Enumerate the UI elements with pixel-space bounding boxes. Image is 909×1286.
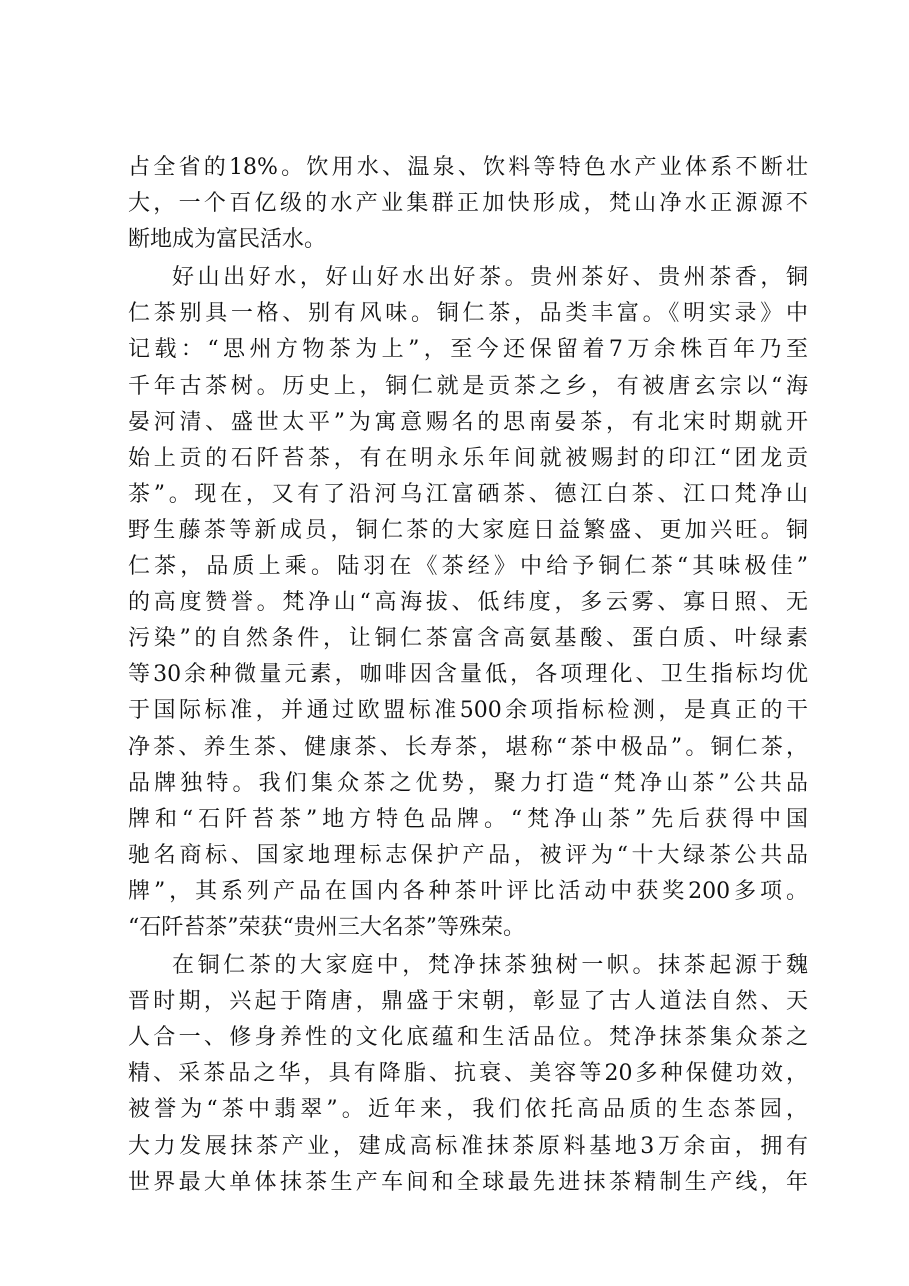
text-line: 被誉为“茶中翡翠”。近年来，我们依托高品质的生态茶园，: [128, 1097, 808, 1123]
text-line: 污染”的自然条件，让铜仁茶富含高氨基酸、蛋白质、叶绿素: [128, 626, 808, 652]
text-line: 于国际标准，并通过欧盟标准500余项指标检测，是真正的干: [128, 698, 808, 724]
text-line: 世界最大单体抹茶生产车间和全球最先进抹茶精制生产线，年: [128, 1169, 808, 1195]
text-line: 驰名商标、国家地理标志保护产品，被评为“十大绿茶公共品: [128, 842, 808, 868]
text-line: 牌”，其系列产品在国内各种茶叶评比活动中获奖200多项。: [128, 878, 808, 904]
text-line: 人合一、修身养性的文化底蕴和生活品位。梵净抹茶集众茶之: [128, 1025, 808, 1051]
text-line: 始上贡的石阡苔茶，有在明永乐年间就被赐封的印江“团龙贡: [128, 445, 808, 471]
text-line: 大力发展抹茶产业，建成高标准抹茶原料基地3万余亩，拥有: [128, 1133, 808, 1159]
text-line: 野生藤茶等新成员，铜仁茶的大家庭日益繁盛、更加兴旺。铜: [128, 517, 808, 543]
text-line: 的高度赞誉。梵净山“高海拔、低纬度，多云雾、寡日照、无: [128, 590, 808, 616]
text-line: 千年古茶树。历史上，铜仁就是贡茶之乡，有被唐玄宗以“海: [128, 373, 808, 399]
text-line: 品牌独特。我们集众茶之优势，聚力打造“梵净山茶”公共品: [128, 770, 808, 796]
text-line: 等30余种微量元素，咖啡因含量低，各项理化、卫生指标均优: [128, 662, 808, 688]
text-line: 占全省的18%。饮用水、温泉、饮料等特色水产业体系不断壮: [128, 155, 808, 180]
text-line: 茶”。现在，又有了沿河乌江富硒茶、德江白茶、江口梵净山: [128, 481, 808, 507]
text-line: 仁茶，品质上乘。陆羽在《茶经》中给予铜仁茶“其味极佳”: [128, 554, 808, 580]
text-line: 晏河清、盛世太平”为寓意赐名的思南晏茶，有北宋时期就开: [128, 409, 808, 435]
text-line: 好山出好水，好山好水出好茶。贵州茶好、贵州茶香，铜: [172, 265, 808, 291]
text-line: 记载：“思州方物茶为上”，至今还保留着7万余株百年乃至: [128, 337, 808, 363]
text-line: 精、采茶品之华，具有降脂、抗衰、美容等20多种保健功效，: [128, 1061, 808, 1087]
text-line: 晋时期，兴起于隋唐，鼎盛于宋朝，彰显了古人道法自然、天: [128, 989, 808, 1015]
text-line: 大，一个百亿级的水产业集群正加快形成，梵山净水正源源不: [128, 191, 808, 217]
document-body: [128, 150, 808, 1201]
text-line: 牌和“石阡苔茶”地方特色品牌。“梵净山茶”先后获得中国: [128, 806, 808, 832]
text-line: 仁茶别具一格、别有风味。铜仁茶，品类丰富。《明实录》中: [128, 301, 808, 327]
text-line: 净茶、养生茶、健康茶、长寿茶，堪称“茶中极品”。铜仁茶，: [128, 734, 808, 760]
text-line: “石阡苔茶”荣获“贵州三大名茶”等殊荣。: [128, 914, 525, 940]
text-line: 在铜仁茶的大家庭中，梵净抹茶独树一帜。抹茶起源于魏: [172, 953, 808, 979]
text-line: 断地成为富民活水。: [128, 227, 327, 253]
